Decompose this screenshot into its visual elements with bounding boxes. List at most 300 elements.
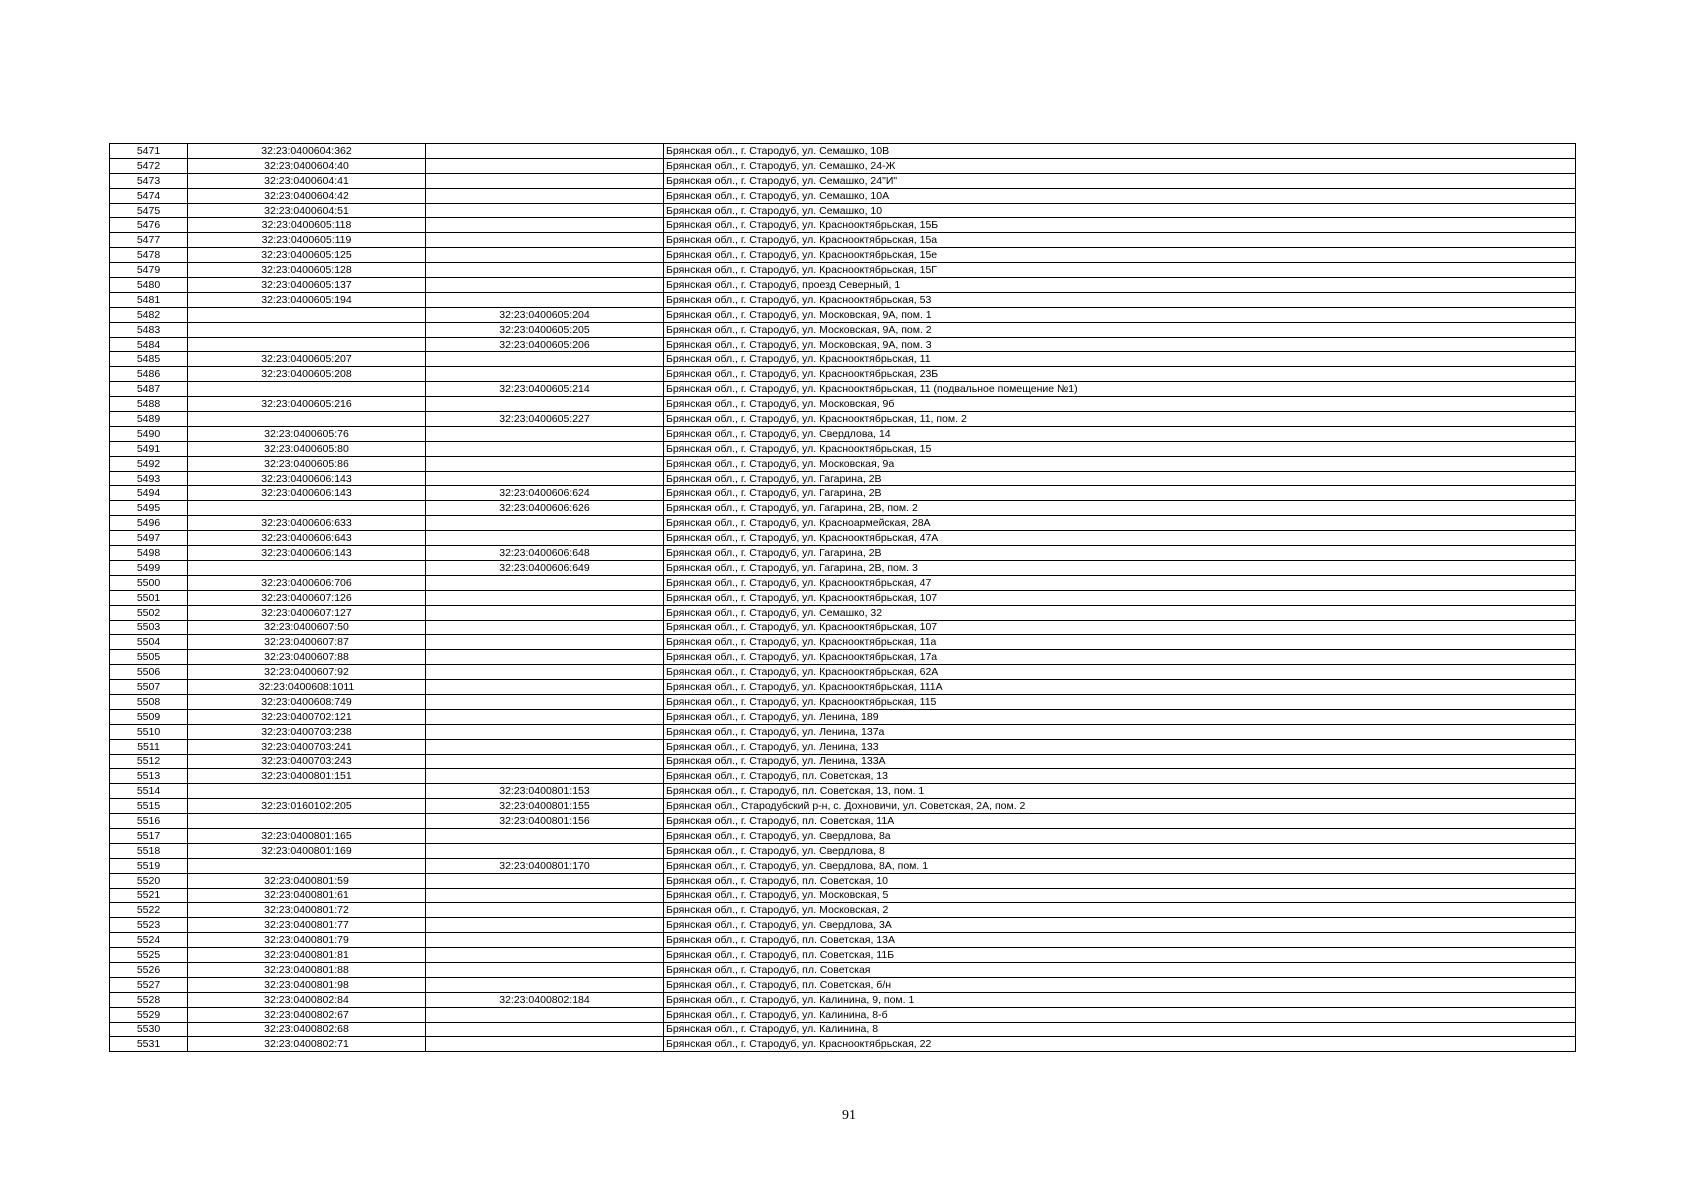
cadastral-number-cell: 32:23:0400604:42 [188,188,426,203]
table-row [110,337,1576,352]
cadastral-number-cell [188,501,426,516]
cadastral-number-cell: 32:23:0400801:59 [188,873,426,888]
address-cell: Брянская обл., г. Стародуб, пл. Советская, 13А [664,933,1576,948]
address-cell: Брянская обл., г. Стародуб, пл. Советская, 11Б [664,948,1576,963]
address-cell: Брянская обл., г. Стародуб, ул. Краснооктябрьская, 15а [664,233,1576,248]
address-cell: Брянская обл., г. Стародуб, ул. Московская, 9А, пом. 1 [664,307,1576,322]
related-cadastral-number-cell [426,903,664,918]
address-cell: Брянская обл., г. Стародуб, ул. Краснооктябрьская, 107 [664,620,1576,635]
table-row [110,382,1576,397]
row-number-cell: 5477 [110,233,188,248]
cadastral-number-cell: 32:23:0400606:633 [188,516,426,531]
related-cadastral-number-cell [426,1037,664,1052]
table-row [110,605,1576,620]
cadastral-number-cell: 32:23:0400703:238 [188,724,426,739]
related-cadastral-number-cell [426,709,664,724]
related-cadastral-number-cell [426,650,664,665]
table-row [110,471,1576,486]
cadastral-number-cell [188,412,426,427]
row-number-cell: 5511 [110,739,188,754]
cadastral-number-cell [188,307,426,322]
cadastral-number-cell: 32:23:0400605:76 [188,426,426,441]
row-number-cell: 5524 [110,933,188,948]
table-row [110,188,1576,203]
table-row [110,397,1576,412]
related-cadastral-number-cell [426,828,664,843]
address-cell: Брянская обл., г. Стародуб, пл. Советская, 13 [664,769,1576,784]
cadastral-number-cell: 32:23:0400605:194 [188,292,426,307]
table-row [110,352,1576,367]
address-cell: Брянская обл., г. Стародуб, пл. Советская, 10 [664,873,1576,888]
table-row [110,948,1576,963]
related-cadastral-number-cell [426,1007,664,1022]
cadastral-number-cell [188,337,426,352]
address-cell: Брянская обл., г. Стародуб, ул. Краснооктябрьская, 11 (подвальное помещение №1) [664,382,1576,397]
table-row [110,307,1576,322]
cadastral-number-cell: 32:23:0400605:119 [188,233,426,248]
related-cadastral-number-cell [426,456,664,471]
related-cadastral-number-cell [426,233,664,248]
address-cell: Брянская обл., г. Стародуб, ул. Московская, 2 [664,903,1576,918]
row-number-cell: 5505 [110,650,188,665]
cadastral-number-cell: 32:23:0400605:208 [188,367,426,382]
row-number-cell: 5481 [110,292,188,307]
table-row [110,754,1576,769]
address-cell: Брянская обл., г. Стародуб, пл. Советская, 11А [664,814,1576,829]
table-row [110,412,1576,427]
cadastral-number-cell: 32:23:0400801:169 [188,843,426,858]
related-cadastral-number-cell: 32:23:0400605:227 [426,412,664,427]
cadastral-number-cell [188,784,426,799]
cadastral-number-cell: 32:23:0400801:79 [188,933,426,948]
register-table-body [110,144,1576,1052]
row-number-cell: 5526 [110,962,188,977]
row-number-cell: 5518 [110,843,188,858]
related-cadastral-number-cell [426,188,664,203]
cadastral-number-cell: 32:23:0400605:118 [188,218,426,233]
related-cadastral-number-cell: 32:23:0400606:649 [426,560,664,575]
table-row [110,918,1576,933]
row-number-cell: 5471 [110,144,188,159]
address-cell: Брянская обл., г. Стародуб, ул. Краснооктябрьская, 15 [664,441,1576,456]
table-row [110,992,1576,1007]
address-cell: Брянская обл., г. Стародуб, ул. Краснооктябрьская, 62А [664,665,1576,680]
address-cell: Брянская обл., г. Стародуб, ул. Краснооктябрьская, 47 [664,575,1576,590]
cadastral-number-cell: 32:23:0400605:137 [188,278,426,293]
register-table [109,143,1576,1052]
related-cadastral-number-cell [426,888,664,903]
related-cadastral-number-cell: 32:23:0400801:155 [426,799,664,814]
row-number-cell: 5520 [110,873,188,888]
related-cadastral-number-cell [426,278,664,293]
cadastral-number-cell: 32:23:0400801:72 [188,903,426,918]
table-row [110,173,1576,188]
related-cadastral-number-cell: 32:23:0400605:205 [426,322,664,337]
related-cadastral-number-cell [426,724,664,739]
related-cadastral-number-cell [426,575,664,590]
row-number-cell: 5490 [110,426,188,441]
related-cadastral-number-cell [426,620,664,635]
cadastral-number-cell: 32:23:0400605:86 [188,456,426,471]
table-row [110,962,1576,977]
address-cell: Брянская обл., г. Стародуб, ул. Красноармейская, 28А [664,516,1576,531]
cadastral-number-cell: 32:23:0400801:61 [188,888,426,903]
row-number-cell: 5478 [110,248,188,263]
cadastral-number-cell: 32:23:0400802:67 [188,1007,426,1022]
table-row [110,590,1576,605]
related-cadastral-number-cell: 32:23:0400606:624 [426,486,664,501]
table-row [110,248,1576,263]
address-cell: Брянская обл., г. Стародуб, пл. Советская [664,962,1576,977]
row-number-cell: 5500 [110,575,188,590]
address-cell: Брянская обл., г. Стародуб, ул. Краснооктябрьская, 23Б [664,367,1576,382]
related-cadastral-number-cell: 32:23:0400606:648 [426,546,664,561]
address-cell: Брянская обл., г. Стародуб, ул. Гагарина, 2В [664,486,1576,501]
address-cell: Брянская обл., г. Стародуб, ул. Краснооктябрьская, 15Г [664,263,1576,278]
row-number-cell: 5512 [110,754,188,769]
row-number-cell: 5479 [110,263,188,278]
address-cell: Брянская обл., г. Стародуб, ул. Краснооктябрьская, 107 [664,590,1576,605]
cadastral-number-cell [188,322,426,337]
cadastral-number-cell: 32:23:0400606:143 [188,546,426,561]
related-cadastral-number-cell: 32:23:0400605:204 [426,307,664,322]
address-cell: Брянская обл., г. Стародуб, ул. Семашко, 24"И" [664,173,1576,188]
row-number-cell: 5497 [110,531,188,546]
cadastral-number-cell: 32:23:0400607:88 [188,650,426,665]
address-cell: Брянская обл., г. Стародуб, ул. Московская, 9А, пом. 3 [664,337,1576,352]
table-row [110,367,1576,382]
address-cell: Брянская обл., г. Стародуб, ул. Свердлова, 8а [664,828,1576,843]
row-number-cell: 5473 [110,173,188,188]
row-number-cell: 5496 [110,516,188,531]
table-row [110,144,1576,159]
related-cadastral-number-cell [426,144,664,159]
address-cell: Брянская обл., г. Стародуб, ул. Ленина, 189 [664,709,1576,724]
row-number-cell: 5487 [110,382,188,397]
cadastral-number-cell: 32:23:0400607:127 [188,605,426,620]
address-cell: Брянская обл., г. Стародуб, ул. Калинина, 8-б [664,1007,1576,1022]
cadastral-number-cell [188,858,426,873]
related-cadastral-number-cell [426,962,664,977]
row-number-cell: 5506 [110,665,188,680]
related-cadastral-number-cell [426,754,664,769]
table-row [110,278,1576,293]
row-number-cell: 5480 [110,278,188,293]
table-row [110,769,1576,784]
address-cell: Брянская обл., г. Стародуб, ул. Московская, 9а [664,456,1576,471]
row-number-cell: 5515 [110,799,188,814]
related-cadastral-number-cell: 32:23:0400801:153 [426,784,664,799]
row-number-cell: 5509 [110,709,188,724]
address-cell: Брянская обл., г. Стародуб, ул. Московская, 9б [664,397,1576,412]
related-cadastral-number-cell [426,605,664,620]
row-number-cell: 5485 [110,352,188,367]
cadastral-number-cell: 32:23:0400801:151 [188,769,426,784]
address-cell: Брянская обл., г. Стародуб, ул. Краснооктябрьская, 11 [664,352,1576,367]
address-cell: Брянская обл., г. Стародуб, ул. Краснооктябрьская, 15Б [664,218,1576,233]
address-cell: Брянская обл., г. Стародуб, ул. Краснооктябрьская, 15е [664,248,1576,263]
table-row [110,635,1576,650]
row-number-cell: 5517 [110,828,188,843]
related-cadastral-number-cell [426,471,664,486]
row-number-cell: 5514 [110,784,188,799]
related-cadastral-number-cell: 32:23:0400801:170 [426,858,664,873]
address-cell: Брянская обл., г. Стародуб, проезд Северный, 1 [664,278,1576,293]
table-row [110,560,1576,575]
address-cell: Брянская обл., г. Стародуб, ул. Краснооктябрьская, 22 [664,1037,1576,1052]
row-number-cell: 5494 [110,486,188,501]
related-cadastral-number-cell [426,665,664,680]
related-cadastral-number-cell: 32:23:0400606:626 [426,501,664,516]
address-cell: Брянская обл., г. Стародуб, ул. Семашко, 10А [664,188,1576,203]
table-row [110,456,1576,471]
cadastral-number-cell: 32:23:0400605:216 [188,397,426,412]
related-cadastral-number-cell [426,531,664,546]
cadastral-number-cell: 32:23:0400607:50 [188,620,426,635]
address-cell: Брянская обл., г. Стародуб, пл. Советская, 13, пом. 1 [664,784,1576,799]
page-number: 91 [842,1108,856,1123]
row-number-cell: 5510 [110,724,188,739]
row-number-cell: 5488 [110,397,188,412]
table-row [110,218,1576,233]
table-row [110,903,1576,918]
table-row [110,546,1576,561]
address-cell: Брянская обл., г. Стародуб, ул. Ленина, 133А [664,754,1576,769]
related-cadastral-number-cell [426,441,664,456]
row-number-cell: 5476 [110,218,188,233]
cadastral-number-cell: 32:23:0400604:40 [188,158,426,173]
cadastral-number-cell: 32:23:0400605:125 [188,248,426,263]
table-row [110,665,1576,680]
row-number-cell: 5530 [110,1022,188,1037]
cadastral-number-cell: 32:23:0400605:128 [188,263,426,278]
cadastral-number-cell [188,814,426,829]
table-row [110,739,1576,754]
cadastral-number-cell: 32:23:0400607:126 [188,590,426,605]
address-cell: Брянская обл., г. Стародуб, ул. Московская, 5 [664,888,1576,903]
cadastral-number-cell: 32:23:0400607:92 [188,665,426,680]
cadastral-number-cell: 32:23:0400802:84 [188,992,426,1007]
row-number-cell: 5529 [110,1007,188,1022]
address-cell: Брянская обл., г. Стародуб, ул. Краснооктябрьская, 47А [664,531,1576,546]
address-cell: Брянская обл., г. Стародуб, ул. Свердлова, 8А, пом. 1 [664,858,1576,873]
table-row [110,1022,1576,1037]
row-number-cell: 5528 [110,992,188,1007]
table-row [110,575,1576,590]
address-cell: Брянская обл., г. Стародуб, ул. Семашко, 10В [664,144,1576,159]
address-cell: Брянская обл., г. Стародуб, ул. Гагарина, 2В, пом. 3 [664,560,1576,575]
row-number-cell: 5501 [110,590,188,605]
address-cell: Брянская обл., г. Стародуб, пл. Советская, б/н [664,977,1576,992]
row-number-cell: 5498 [110,546,188,561]
table-row [110,486,1576,501]
related-cadastral-number-cell: 32:23:0400605:214 [426,382,664,397]
cadastral-number-cell: 32:23:0400703:243 [188,754,426,769]
table-row [110,724,1576,739]
cadastral-number-cell: 32:23:0400605:80 [188,441,426,456]
row-number-cell: 5483 [110,322,188,337]
row-number-cell: 5486 [110,367,188,382]
row-number-cell: 5482 [110,307,188,322]
table-row [110,516,1576,531]
related-cadastral-number-cell [426,292,664,307]
row-number-cell: 5516 [110,814,188,829]
cadastral-number-cell [188,382,426,397]
table-row [110,531,1576,546]
row-number-cell: 5521 [110,888,188,903]
table-row [110,233,1576,248]
row-number-cell: 5531 [110,1037,188,1052]
address-cell: Брянская обл., г. Стародуб, ул. Свердлова, 8 [664,843,1576,858]
table-row [110,1037,1576,1052]
table-row [110,426,1576,441]
cadastral-number-cell: 32:23:0400606:143 [188,486,426,501]
cadastral-number-cell: 32:23:0400608:749 [188,694,426,709]
row-number-cell: 5492 [110,456,188,471]
table-row [110,933,1576,948]
address-cell: Брянская обл., г. Стародуб, ул. Семашко, 24-Ж [664,158,1576,173]
table-row [110,977,1576,992]
row-number-cell: 5504 [110,635,188,650]
related-cadastral-number-cell [426,680,664,695]
table-row [110,203,1576,218]
table-row [110,888,1576,903]
table-row [110,620,1576,635]
row-number-cell: 5522 [110,903,188,918]
related-cadastral-number-cell [426,933,664,948]
row-number-cell: 5503 [110,620,188,635]
table-row [110,322,1576,337]
address-cell: Брянская обл., г. Стародуб, ул. Гагарина, 2В, пом. 2 [664,501,1576,516]
related-cadastral-number-cell [426,948,664,963]
address-cell: Брянская обл., г. Стародуб, ул. Московская, 9А, пом. 2 [664,322,1576,337]
table-row [110,441,1576,456]
address-cell: Брянская обл., Стародубский р-н, с. Дохновичи, ул. Советская, 2А, пом. 2 [664,799,1576,814]
related-cadastral-number-cell [426,203,664,218]
row-number-cell: 5472 [110,158,188,173]
related-cadastral-number-cell [426,158,664,173]
table-row [110,694,1576,709]
cadastral-number-cell: 32:23:0400801:165 [188,828,426,843]
table-row [110,158,1576,173]
cadastral-number-cell: 32:23:0400606:143 [188,471,426,486]
table-row [110,843,1576,858]
table-row [110,263,1576,278]
cadastral-number-cell: 32:23:0400604:41 [188,173,426,188]
related-cadastral-number-cell [426,263,664,278]
table-row [110,799,1576,814]
table-row [110,784,1576,799]
table-row [110,680,1576,695]
row-number-cell: 5484 [110,337,188,352]
address-cell: Брянская обл., г. Стародуб, ул. Краснооктябрьская, 53 [664,292,1576,307]
related-cadastral-number-cell [426,173,664,188]
related-cadastral-number-cell [426,1022,664,1037]
address-cell: Брянская обл., г. Стародуб, ул. Краснооктябрьская, 17а [664,650,1576,665]
cadastral-number-cell: 32:23:0400702:121 [188,709,426,724]
related-cadastral-number-cell [426,352,664,367]
row-number-cell: 5523 [110,918,188,933]
row-number-cell: 5527 [110,977,188,992]
related-cadastral-number-cell [426,694,664,709]
row-number-cell: 5519 [110,858,188,873]
address-cell: Брянская обл., г. Стародуб, ул. Краснооктябрьская, 111А [664,680,1576,695]
address-cell: Брянская обл., г. Стародуб, ул. Свердлова, 3А [664,918,1576,933]
table-row [110,709,1576,724]
row-number-cell: 5513 [110,769,188,784]
table-row [110,650,1576,665]
cadastral-number-cell: 32:23:0400606:643 [188,531,426,546]
table-row [110,501,1576,516]
related-cadastral-number-cell [426,769,664,784]
cadastral-number-cell: 32:23:0400607:87 [188,635,426,650]
cadastral-number-cell: 32:23:0400801:81 [188,948,426,963]
related-cadastral-number-cell [426,873,664,888]
row-number-cell: 5507 [110,680,188,695]
cadastral-number-cell: 32:23:0400608:1011 [188,680,426,695]
address-cell: Брянская обл., г. Стародуб, ул. Краснооктябрьская, 11а [664,635,1576,650]
related-cadastral-number-cell: 32:23:0400802:184 [426,992,664,1007]
address-cell: Брянская обл., г. Стародуб, ул. Калинина, 8 [664,1022,1576,1037]
related-cadastral-number-cell [426,977,664,992]
row-number-cell: 5474 [110,188,188,203]
table-row [110,873,1576,888]
row-number-cell: 5502 [110,605,188,620]
cadastral-number-cell [188,560,426,575]
table-row [110,858,1576,873]
row-number-cell: 5499 [110,560,188,575]
row-number-cell: 5475 [110,203,188,218]
address-cell: Брянская обл., г. Стародуб, ул. Краснооктябрьская, 115 [664,694,1576,709]
cadastral-number-cell: 32:23:0160102:205 [188,799,426,814]
row-number-cell: 5525 [110,948,188,963]
cadastral-number-cell: 32:23:0400801:98 [188,977,426,992]
related-cadastral-number-cell [426,739,664,754]
related-cadastral-number-cell: 32:23:0400801:156 [426,814,664,829]
related-cadastral-number-cell [426,397,664,412]
related-cadastral-number-cell [426,843,664,858]
address-cell: Брянская обл., г. Стародуб, ул. Гагарина, 2В [664,471,1576,486]
row-number-cell: 5495 [110,501,188,516]
address-cell: Брянская обл., г. Стародуб, ул. Гагарина, 2В [664,546,1576,561]
row-number-cell: 5491 [110,441,188,456]
row-number-cell: 5493 [110,471,188,486]
related-cadastral-number-cell [426,218,664,233]
row-number-cell: 5508 [110,694,188,709]
related-cadastral-number-cell [426,590,664,605]
cadastral-number-cell: 32:23:0400604:51 [188,203,426,218]
table-row [110,292,1576,307]
cadastral-number-cell: 32:23:0400801:88 [188,962,426,977]
cadastral-number-cell: 32:23:0400605:207 [188,352,426,367]
table-row [110,828,1576,843]
related-cadastral-number-cell: 32:23:0400605:206 [426,337,664,352]
row-number-cell: 5489 [110,412,188,427]
address-cell: Брянская обл., г. Стародуб, ул. Ленина, 133 [664,739,1576,754]
address-cell: Брянская обл., г. Стародуб, ул. Свердлова, 14 [664,426,1576,441]
cadastral-number-cell: 32:23:0400801:77 [188,918,426,933]
address-cell: Брянская обл., г. Стародуб, ул. Семашко, 32 [664,605,1576,620]
related-cadastral-number-cell [426,635,664,650]
related-cadastral-number-cell [426,426,664,441]
table-row [110,814,1576,829]
cadastral-number-cell: 32:23:0400604:362 [188,144,426,159]
related-cadastral-number-cell [426,367,664,382]
address-cell: Брянская обл., г. Стародуб, ул. Калинина, 9, пом. 1 [664,992,1576,1007]
related-cadastral-number-cell [426,248,664,263]
cadastral-number-cell: 32:23:0400802:71 [188,1037,426,1052]
address-cell: Брянская обл., г. Стародуб, ул. Краснооктябрьская, 11, пом. 2 [664,412,1576,427]
